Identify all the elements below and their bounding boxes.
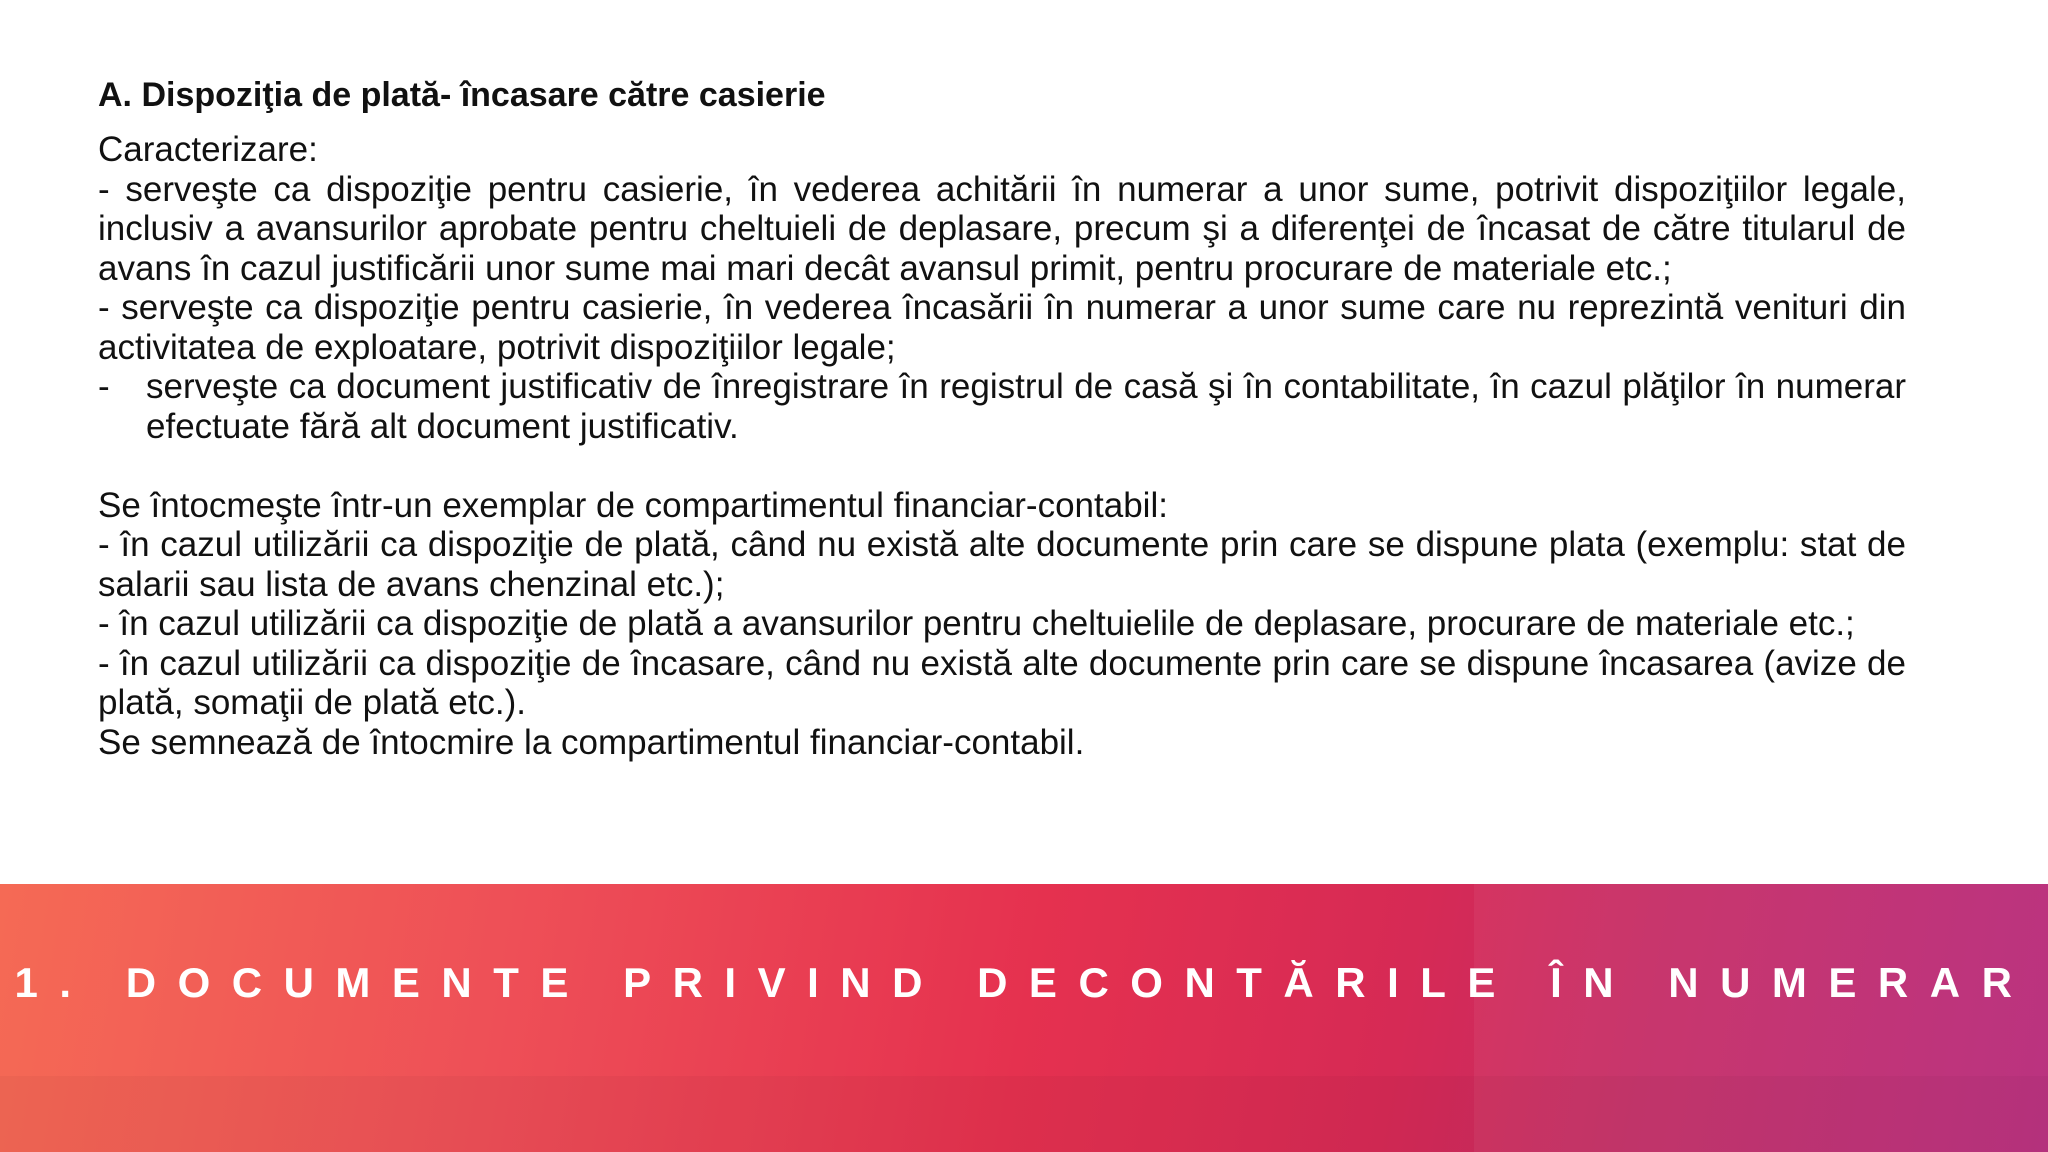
- characterization-item-2: - serveşte ca dispoziţie pentru casierie, în vederea încasării în numerar a unor sume care nu reprezintă venituri din activitatea de exploatare, potrivit dispoziţiilor legale;: [98, 288, 1906, 367]
- footer-banner: [0, 884, 2048, 1152]
- section-heading: A. Dispoziţia de plată- încasare către casierie: [98, 76, 826, 114]
- characterization-label: Caracterizare:: [98, 130, 318, 169]
- preparation-item-3: - în cazul utilizării ca dispoziţie de încasare, când nu există alte documente prin care se dispune încasarea (avize de plată, somaţii de plată etc.).: [98, 643, 1906, 722]
- slide-body: [98, 72, 1906, 762]
- bullet-dash: -: [98, 367, 110, 406]
- preparation-label: Se întocmeşte într-un exemplar de compartimentul financiar-contabil:: [98, 485, 1168, 525]
- preparation-item-1: - în cazul utilizării ca dispoziţie de plată, când nu există alte documente prin care se dispune plata (exemplu: stat de salarii sau lista de avans chenzinal etc.);: [98, 525, 1906, 604]
- paragraph-gap: [98, 446, 1906, 486]
- characterization-item-3: [98, 367, 1906, 446]
- characterization-item-1: - serveşte ca dispoziţie pentru casierie, în vederea achitării în numerar a unor sume, potrivit dispoziţiilor legale, inclusiv a avansurilor aprobate pentru cheltuieli de deplasare, precum şi a diferenţei de încasat de către titularul de avans în cazul justificării unor sume mai mari decât avansul primit, pentru procurare de materiale etc.;: [98, 169, 1906, 288]
- signing-note: Se semnează de întocmire la compartimentul financiar-contabil.: [98, 722, 1085, 762]
- footer-panel-bottom: [0, 1076, 2048, 1152]
- preparation-item-2: - în cazul utilizării ca dispoziţie de plată a avansurilor pentru cheltuielile de deplasare, procurare de materiale etc.;: [98, 604, 1855, 643]
- footer-title: 1. DOCUMENTE PRIVIND DECONTĂRILE ÎN NUMERAR: [14, 959, 2034, 1006]
- bullet-text: serveşte ca document justificativ de înregistrare în registrul de casă şi în contabilitate, în cazul plăţilor în numerar efectuate fără alt document justificativ.: [146, 367, 1906, 446]
